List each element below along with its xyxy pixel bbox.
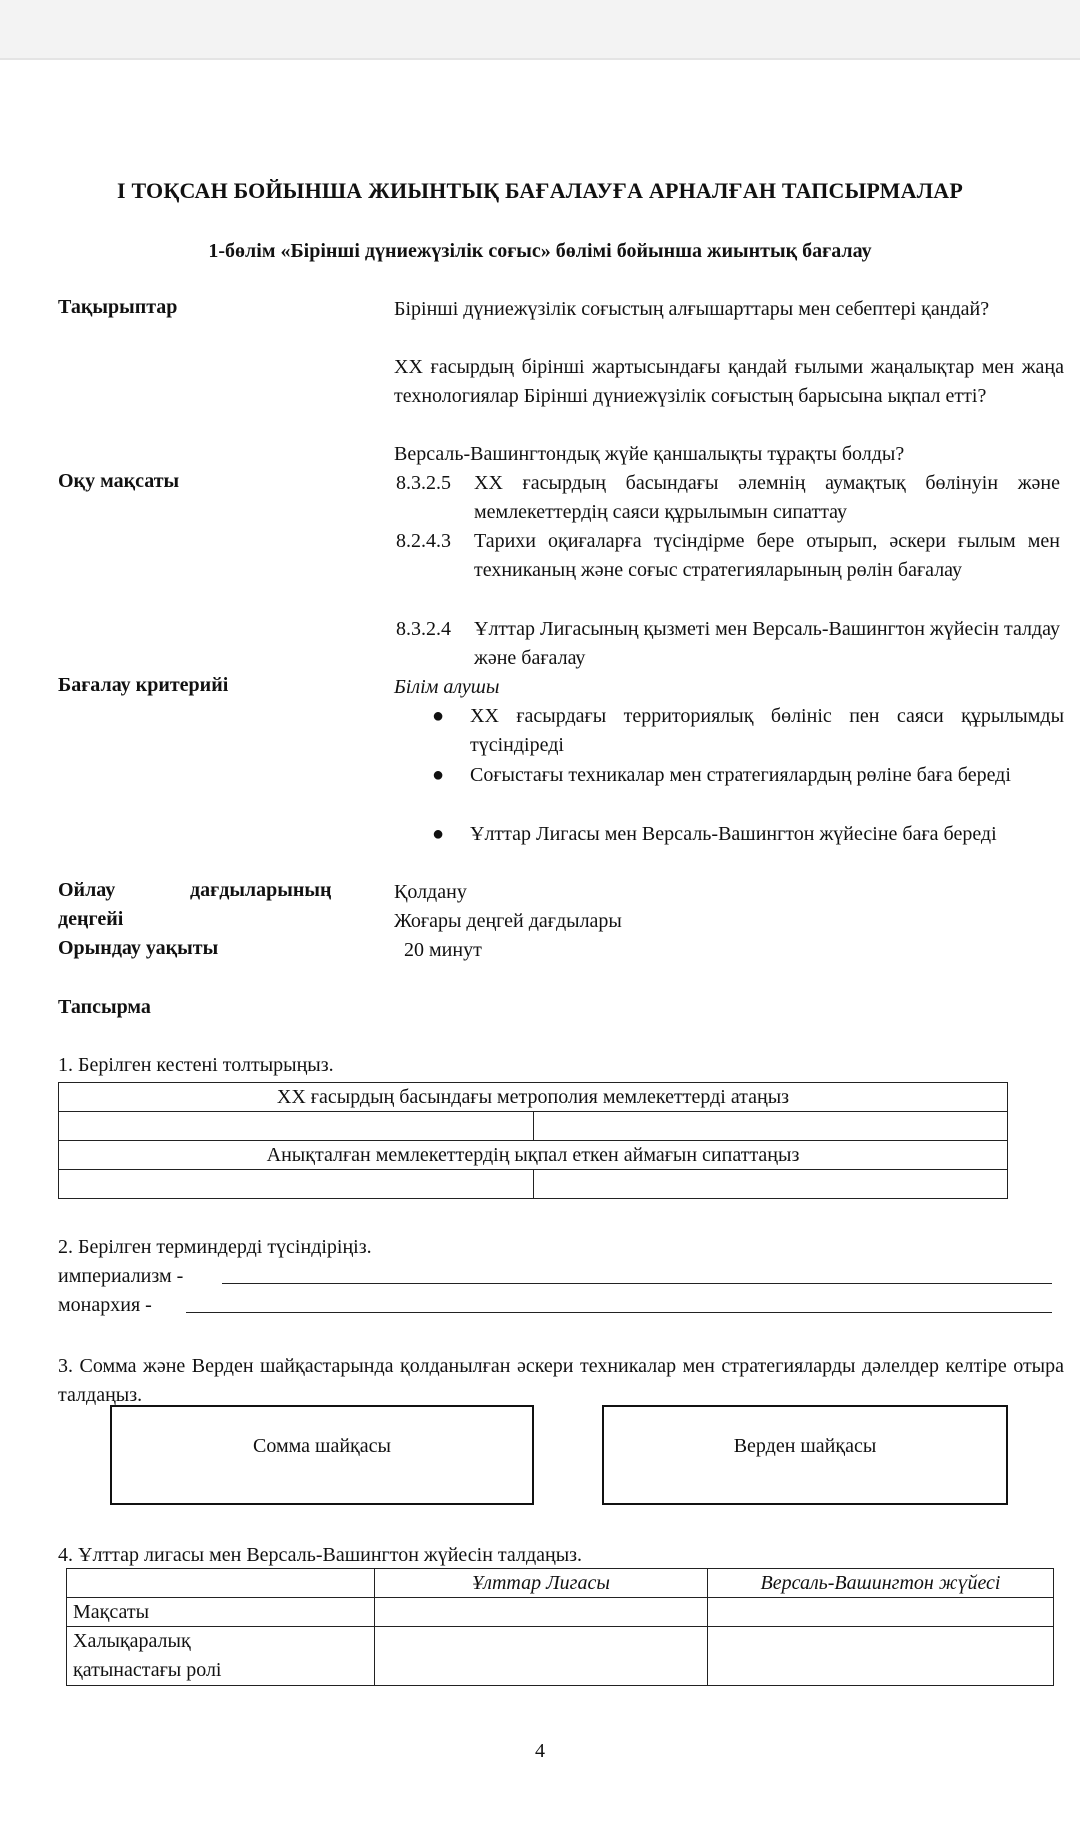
q4-col-versailles: Версаль-Вашингтон жүйесі: [708, 1569, 1054, 1598]
verdun-battle-box[interactable]: Верден шайқасы: [602, 1405, 1008, 1505]
q4-corner-cell: [67, 1569, 375, 1598]
objective-code: 8.2.4.3: [396, 530, 451, 552]
objective-2: [396, 527, 1060, 585]
question-4-table: [66, 1568, 1054, 1686]
topic-2: ХХ ғасырдың бірінші жартысындағы қандай ғылыми жаңалықтар мен жаңа технологиялар Бірінші дүниежүзілік соғыстың барысына ықпал етті?: [394, 356, 1064, 407]
document-title: І ТОҚСАН БОЙЫНША ЖИЫНТЫҚ БАҒАЛАУҒА АРНАЛҒАН ТАПСЫРМАЛАР: [116, 178, 964, 203]
question-1: 1. Берілген кестені толтырыңыз.: [58, 1054, 334, 1076]
q1-header-2: Анықталған мемлекеттердің ықпал еткен аймағын сипаттаңыз: [59, 1141, 1008, 1170]
objective-text: Тарихи оқиғаларға түсіндірме бере отырып, әскери ғылым мен техниканың және соғыс стратегияларының рөлін бағалау: [474, 530, 1060, 581]
bullet-icon: ●: [432, 823, 445, 845]
q1-answer-cell[interactable]: [533, 1170, 1008, 1199]
term-monarchy: монархия -: [58, 1294, 152, 1316]
q4-answer-cell[interactable]: [375, 1627, 708, 1686]
q4-answer-cell[interactable]: [375, 1598, 708, 1627]
task-heading: Тапсырма: [58, 996, 151, 1018]
q4-answer-cell[interactable]: [708, 1598, 1054, 1627]
objective-1: [396, 469, 1060, 527]
q4-row-role: [67, 1627, 375, 1686]
browser-topbar: [0, 0, 1080, 58]
criteria-item-1: ● ХХ ғасырдағы территориялық бөлініс пен саяси құрылымды түсіндіреді: [432, 702, 1064, 760]
term-imperialism: империализм -: [58, 1265, 184, 1287]
objective-text: ХХ ғасырдың басындағы әлемнің аумақтық бөлінуін және мемлекеттердің саяси құрылымын сипаттау: [474, 472, 1060, 523]
q4-row-purpose: Мақсаты: [67, 1598, 375, 1627]
objectives-label: Оқу мақсаты: [58, 470, 180, 492]
question-3: 3. Сомма және Верден шайқастарында қолданылған әскери техникалар мен стратегияларды дәлелдер келтіре отыра талдаңыз.: [58, 1355, 1064, 1406]
time-value: 20 минут: [404, 939, 482, 961]
criteria-label: Бағалау критерийі: [58, 674, 229, 696]
topic-1: Бірінші дүниежүзілік соғыстың алғышарттары мен себептері қандай?: [394, 298, 990, 320]
thinking-label-3: деңгейі: [58, 908, 124, 930]
q4-row-role-line-1: Халықаралық: [73, 1630, 191, 1652]
q4-answer-cell[interactable]: [708, 1627, 1054, 1686]
criteria-item-3: ● Ұлттар Лигасы мен Версаль-Вашингтон жүйесіне баға береді: [432, 820, 1064, 849]
question-1-table: [58, 1082, 1008, 1199]
term-imperialism-answer-line[interactable]: [222, 1283, 1052, 1284]
objective-text: Ұлттар Лигасының қызметі мен Версаль-Вашингтон жүйесін талдау және бағалау: [474, 618, 1061, 669]
q1-header-1: ХХ ғасырдың басындағы метрополия мемлекеттерді атаңыз: [59, 1083, 1008, 1112]
term-monarchy-answer-line[interactable]: [186, 1312, 1052, 1313]
topbar-divider: [0, 58, 1080, 60]
criteria-item-2: ● Соғыстағы техникалар мен стратегиялардың рөліне баға береді: [432, 761, 1064, 790]
q1-answer-cell[interactable]: [59, 1170, 534, 1199]
bullet-icon: ●: [432, 705, 445, 727]
q4-col-league: Ұлттар Лигасы: [375, 1569, 708, 1598]
somme-battle-box[interactable]: Сомма шайқасы: [110, 1405, 534, 1505]
objective-code: 8.3.2.5: [396, 472, 451, 494]
q1-answer-cell[interactable]: [59, 1112, 534, 1141]
q4-row-role-line-2: қатынастағы ролі: [73, 1659, 222, 1681]
thinking-label-1: Ойлау: [58, 879, 116, 901]
objective-3: [396, 615, 1060, 673]
thinking-label-2: дағдыларының: [190, 879, 332, 901]
bullet-icon: ●: [432, 764, 445, 786]
question-4: 4. Ұлттар лигасы мен Версаль-Вашингтон жүйесін талдаңыз.: [58, 1544, 583, 1566]
page-number: 4: [535, 1740, 545, 1762]
q1-answer-cell[interactable]: [533, 1112, 1008, 1141]
topics-label: Тақырыптар: [58, 296, 178, 318]
question-2: 2. Берілген терминдерді түсіндіріңіз.: [58, 1236, 372, 1258]
thinking-value-1: Қолдану: [394, 881, 467, 903]
criteria-intro: Білім алушы: [394, 676, 500, 698]
thinking-value-2: Жоғары деңгей дағдылары: [394, 910, 622, 932]
time-label: Орындау уақыты: [58, 937, 219, 959]
topic-3: Версаль-Вашингтондық жүйе қаншалықты тұрақты болды?: [394, 443, 905, 465]
objective-code: 8.3.2.4: [396, 618, 451, 640]
section-subtitle: 1-бөлім «Бірінші дүниежүзілік соғыс» бөлімі бойынша жиынтық бағалау: [208, 240, 872, 262]
